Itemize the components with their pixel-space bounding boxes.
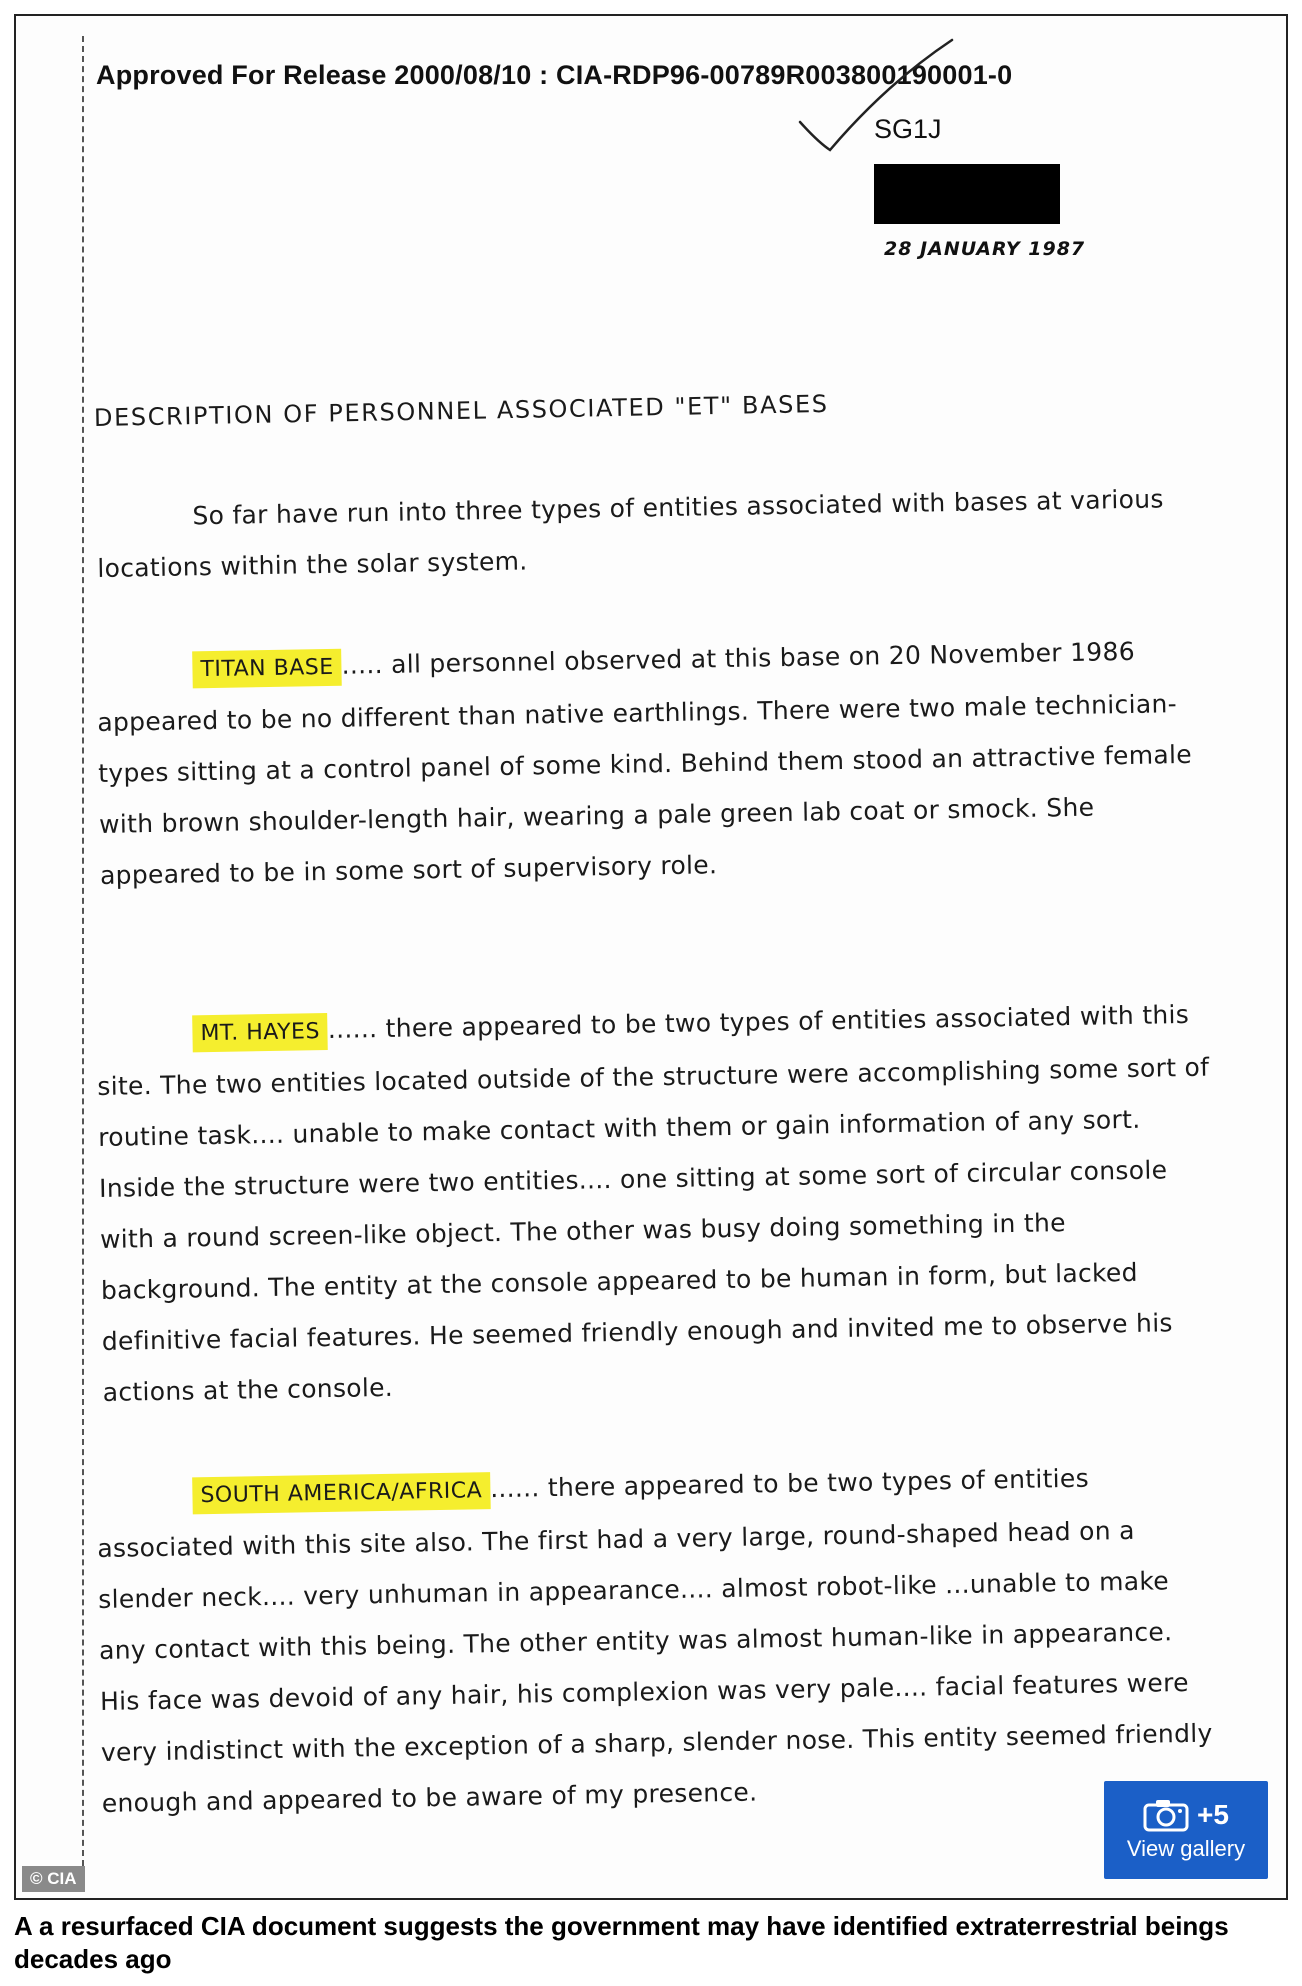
highlighted-label: SOUTH AMERICA/AFRICA	[192, 1472, 490, 1514]
margin-perforation-line	[82, 36, 84, 1876]
camera-icon	[1143, 1798, 1189, 1832]
section-text: ..... all personnel observed at this base on 20 November 1986 appeared to be no different than native earthlings. There were two male technician-types sitting at a control panel of some kind. Behind them stood an attractive female with brown shoulder-length hair, wearing a pale green lab coat or smock. She appeared to be in some sort of supervisory role.	[97, 636, 1193, 890]
highlighted-label: MT. HAYES	[192, 1013, 328, 1052]
south-america-africa-paragraph	[96, 1450, 1222, 1828]
paragraph-indent	[97, 676, 193, 678]
document-title: DESCRIPTION OF PERSONNEL ASSOCIATED "ET" BASES	[93, 389, 829, 432]
approval-header: Approved For Release 2000/08/10 : CIA-RDP96-00789R003800190001-0	[96, 60, 1013, 90]
section-text: ...... there appeared to be two types of entities associated with this site. The two entities located outside of the structure were accomplishing some sort of routine task.... unable to make contact with them or gain information of any sort. Inside the structure were two entities.... one sitting at some sort of circular console with a round screen-like object. The other was busy doing something in the background. The entity at the console appeared to be human in form, but lacked definitive facial features. He seemed friendly enough and invited me to observe his actions at the console.	[97, 999, 1210, 1407]
gallery-count: +5	[1197, 1799, 1229, 1830]
gallery-button-top	[1143, 1798, 1229, 1832]
highlighted-label: TITAN BASE	[192, 649, 342, 689]
routing-code: SG1J	[874, 114, 942, 144]
mt-hayes-paragraph	[96, 988, 1223, 1417]
titan-base-paragraph	[96, 624, 1220, 901]
image-credit: © CIA	[22, 1866, 85, 1892]
paragraph-indent	[97, 1502, 193, 1504]
paragraph-indent	[97, 524, 193, 526]
intro-text: So far have run into three types of entities associated with bases at various locations within the solar system.	[97, 484, 1164, 583]
intro-paragraph	[96, 472, 1218, 594]
section-text: ...... there appeared to be two types of entities associated with this site also. The first had a very large, round-shaped head on a slender neck.... very unhuman in appearance.... almost robot-like ...unable to make any contact with this being. The other entity was almost human-like in appearance. His face was devoid of any hair, his complexion was very pale.... facial features were very indistinct with the exception of a sharp, slender nose. This entity seemed friendly enough and appeared to be aware of my presence.	[97, 1463, 1213, 1818]
view-gallery-button[interactable]	[1104, 1781, 1268, 1879]
document-date: 28 JANUARY 1987	[884, 238, 1086, 260]
paragraph-indent	[97, 1040, 193, 1042]
scanned-document-page	[16, 16, 1286, 1898]
gallery-label: View gallery	[1126, 1836, 1246, 1861]
redaction-block	[874, 164, 1060, 224]
document-image-frame[interactable]	[14, 14, 1288, 1900]
image-caption: A a resurfaced CIA document suggests the government may have identified extraterrestrial beings decades ago	[14, 1911, 1229, 1974]
